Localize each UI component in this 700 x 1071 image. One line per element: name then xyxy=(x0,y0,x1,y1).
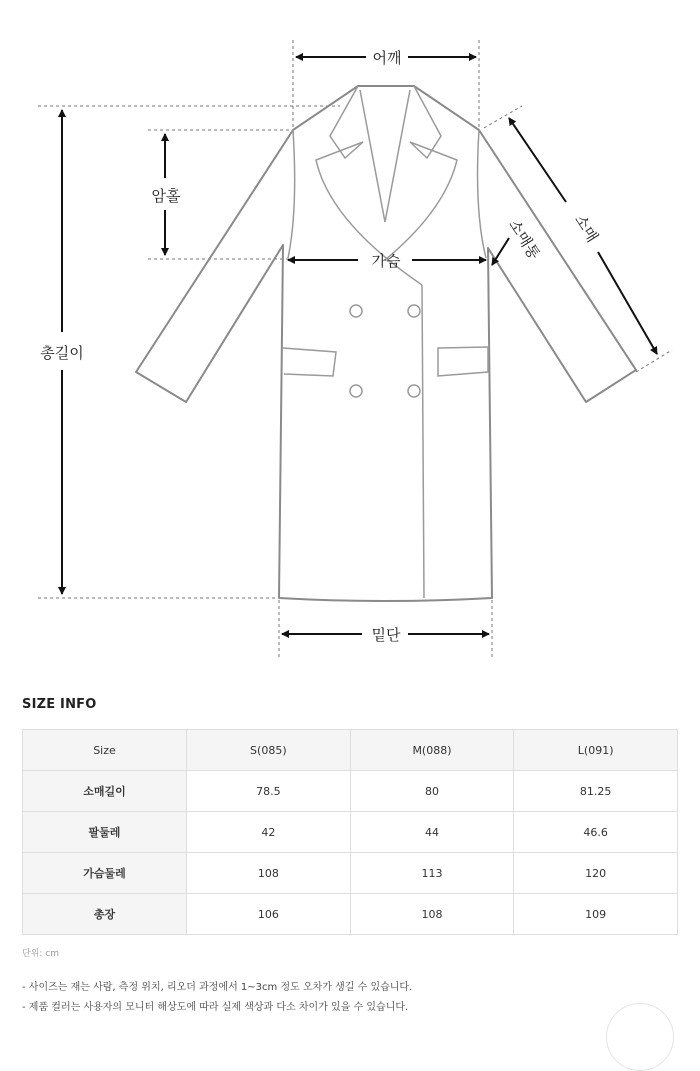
table-cell: 42 xyxy=(187,812,351,853)
row-label: 팔둘레 xyxy=(23,812,187,853)
sleeve-label: 소매 xyxy=(570,211,602,246)
table-cell: 81.25 xyxy=(514,771,678,812)
table-cell: 46.6 xyxy=(514,812,678,853)
table-cell: 44 xyxy=(350,812,514,853)
size-table xyxy=(22,729,678,935)
table-header-cell: S(085) xyxy=(187,730,351,771)
sleeve-arrow-down xyxy=(598,252,657,354)
hem-label: 밑단 xyxy=(371,626,401,644)
row-label: 소매길이 xyxy=(23,771,187,812)
notes-list xyxy=(22,978,412,1018)
table-row xyxy=(23,771,678,812)
table-header-row xyxy=(23,730,678,771)
scroll-top-button[interactable] xyxy=(606,1003,674,1071)
row-label: 총장 xyxy=(23,894,187,935)
table-header-cell: M(088) xyxy=(350,730,514,771)
guide-lines xyxy=(38,40,672,660)
table-cell: 80 xyxy=(350,771,514,812)
chest-label: 가슴 xyxy=(371,252,401,270)
table-row xyxy=(23,894,678,935)
table-row xyxy=(23,853,678,894)
table-row xyxy=(23,812,678,853)
unit-note: 단위: cm xyxy=(22,949,59,959)
table-cell: 78.5 xyxy=(187,771,351,812)
shoulder-label: 어깨 xyxy=(372,49,402,67)
size-info-title: SIZE INFO xyxy=(22,697,97,712)
table-cell: 108 xyxy=(350,894,514,935)
coat-outline xyxy=(136,86,636,601)
table-cell: 106 xyxy=(187,894,351,935)
row-label: 가슴둘레 xyxy=(23,853,187,894)
table-cell: 113 xyxy=(350,853,514,894)
table-header-cell: L(091) xyxy=(514,730,678,771)
table-cell: 108 xyxy=(187,853,351,894)
table-cell: 109 xyxy=(514,894,678,935)
table-header-cell: Size xyxy=(23,730,187,771)
armhole-label: 암홀 xyxy=(151,187,181,205)
sleeve-width-arrow xyxy=(492,238,509,265)
note-item: - 사이즈는 재는 사람, 측정 위치, 리오더 과정에서 1~3cm 정도 오차가 생길 수 있습니다. xyxy=(22,982,413,993)
note-item: - 제품 컬러는 사용자의 모니터 해상도에 따라 실제 색상과 다소 차이가 있을 수 있습니다. xyxy=(22,1002,409,1013)
table-cell: 120 xyxy=(514,853,678,894)
coat-details xyxy=(283,86,488,598)
sleeve-width-label: 소매통 xyxy=(505,216,544,263)
total-length-label: 총길이 xyxy=(40,344,84,362)
